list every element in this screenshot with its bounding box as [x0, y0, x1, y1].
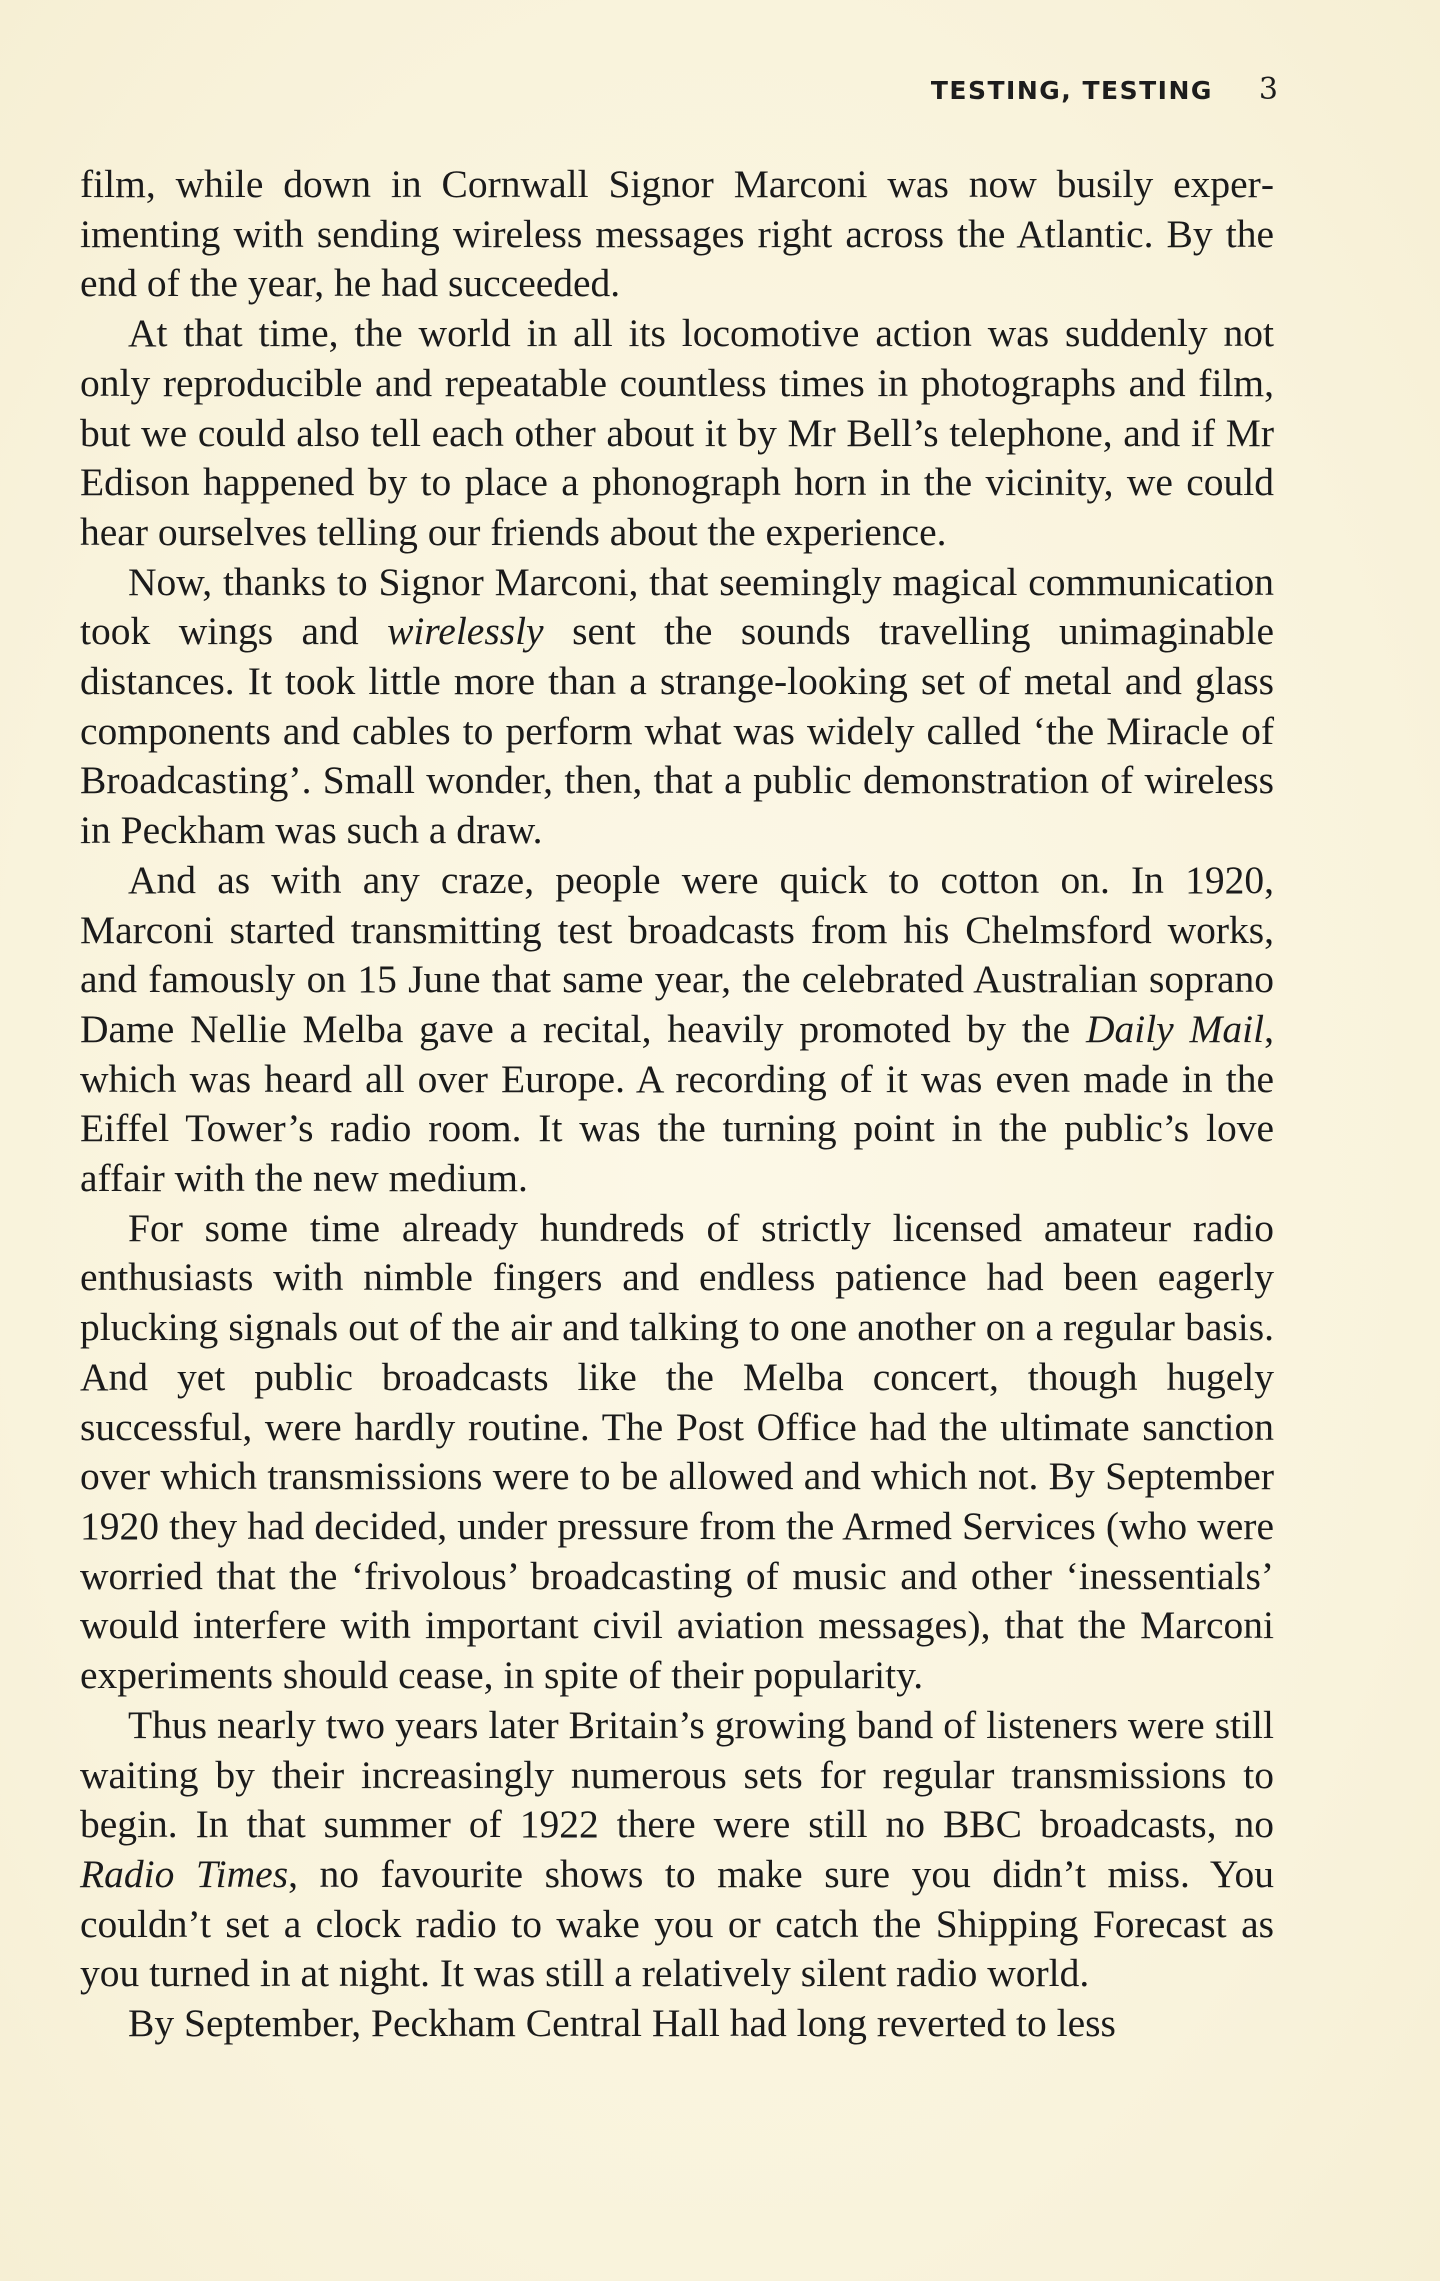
paragraph-4 — [80, 856, 1274, 1204]
paragraph-2 — [80, 309, 1274, 558]
paragraph-6-text-a: Thus nearly two years later Britain’s growing band of listeners were still waiting by their increasingly numerous sets for regular transmissions to begin. In that summer of 1922 there were still no BBC broadcasts, no — [80, 1702, 1274, 1847]
page-number: 3 — [1258, 72, 1278, 107]
paragraph-4-text-a: And as with any craze, people were quick to cotton on. In 1920, Marconi started transmitting test broadcasts from his Chelmsford works, and famously on 15 June that same year, the celebrated Australian soprano Dame Nellie Melba gave a recital, heavily promoted by the — [80, 857, 1274, 1051]
paragraph-3 — [80, 558, 1274, 856]
running-head — [931, 72, 1278, 107]
running-title: TESTING, TESTING — [930, 76, 1213, 105]
paragraph-7-text: By September, Peckham Central Hall had long reverted to less — [128, 2001, 1116, 2046]
paragraph-1 — [80, 160, 1274, 309]
paragraph-1-text: film, while down in Cornwall Signor Marconi was now busily experimenting with sending wireless messages right across the Atlantic. By the end of the year, he had succeeded. — [80, 162, 1274, 306]
body-text — [80, 160, 1274, 2049]
paragraph-3-text-b: sent the sounds travelling unimaginable distances. It took little more than a strange-looking set of metal and glass components and cables to perform what was widely called ‘the Miracle of Broadcasting’. Small wonder, then, that a public demonstration of wireless in Peckham was such a draw. — [80, 609, 1274, 853]
paragraph-6 — [80, 1701, 1274, 1999]
paragraph-6-emphasis: Radio Times — [80, 1851, 289, 1896]
paragraph-5 — [80, 1204, 1274, 1701]
paragraph-6-text-b: , no favourite shows to make sure you didn’t miss. You couldn’t set a clock radio to wake you or catch the Shipping Forecast as you turned in at night. It was still a relatively silent radio world. — [80, 1851, 1274, 1996]
paragraph-5-text: For some time already hundreds of strictly licensed amateur radio enthusiasts with nimble fingers and endless patience had been eagerly plucking signals out of the air and talking to one another on a regular basis. And yet public broadcasts like the Melba concert, though hugely successful, were hardly routine. The Post Office had the ultimate sanction over which transmissions were to be allowed and which not. By September 1920 they had decided, under pressure from the Armed Services (who were worried that the ‘frivolous’ broadcasting of music and other ‘inessentials’ would interfere with important civil aviation messages), that the Marconi experiments should cease, in spite of their popularity. — [80, 1205, 1274, 1698]
paragraph-7 — [80, 1999, 1274, 2049]
paragraph-4-emphasis: Daily Mail — [1085, 1006, 1265, 1051]
paragraph-2-text: At that time, the world in all its locomotive action was suddenly not only reproducible and repeatable countless times in photographs and film, but we could also tell each other about it by Mr Bell’s telephone, and if Mr Edison happened by to place a phonograph horn in the vicinity, we could hear ourselves telling our friends about the experience. — [80, 311, 1274, 554]
paragraph-4-text-b: , which was heard all over Europe. A recording of it was even made in the Eiffel Tower’s radio room. It was the turning point in the public’s love affair with the new medium. — [80, 1006, 1275, 1201]
paragraph-3-text-a: Now, thanks to Signor Marconi, that seemingly magical communication took wings and — [80, 559, 1274, 654]
paragraph-3-emphasis: wirelessly — [387, 609, 544, 654]
